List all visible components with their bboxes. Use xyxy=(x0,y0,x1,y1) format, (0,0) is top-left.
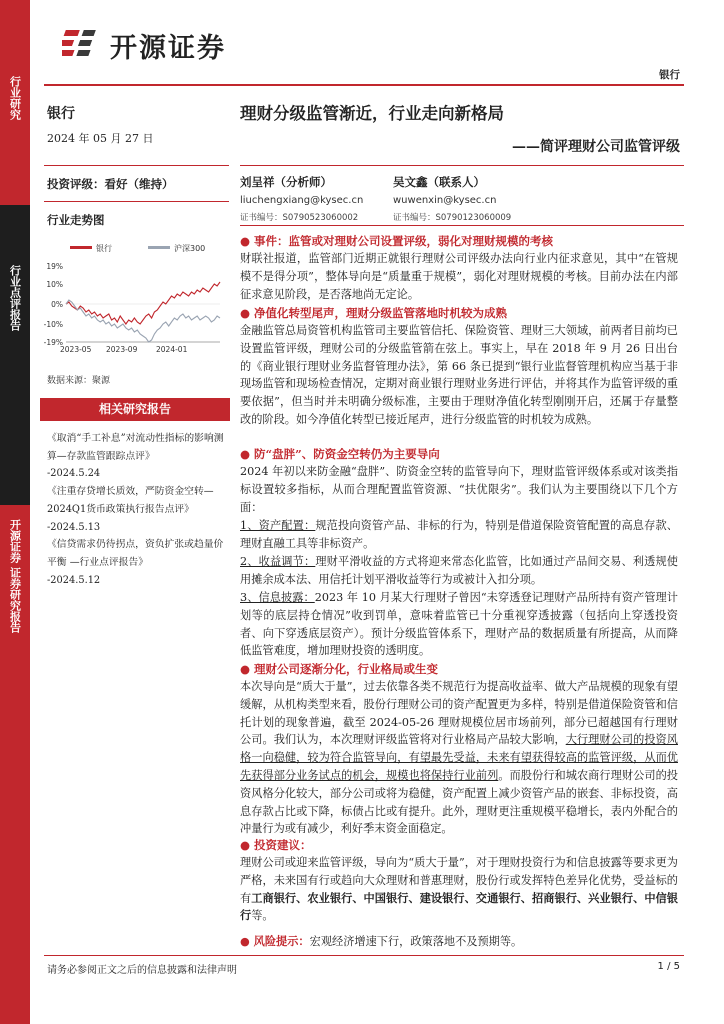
related-report-title: 《信贷需求仍待拐点，资负扩张或趋量价平衡 —行业点评报告》 xyxy=(47,539,224,568)
bullet-icon: ● xyxy=(240,234,251,248)
author-cert: 证书编号：S0790523060002 xyxy=(240,213,359,223)
y-tick-label: -19% xyxy=(44,338,63,347)
author-email[interactable]: liuchengxiang@kysec.cn xyxy=(240,195,364,206)
section-point xyxy=(240,517,678,553)
page-title: 理财分级监管渐近，行业走向新格局 xyxy=(240,104,504,123)
logo-wordmark: 开源证券 xyxy=(110,33,226,64)
section-heading: ● 净值化转型尾声，理财分级监管落地时机较为成熟 xyxy=(240,306,508,320)
side-tab-report-type xyxy=(0,205,30,505)
point-text: 规范投向资管产品、非标的行为，特别是借道保险资管配置的高息存款、理财直融工具等非标资产。 xyxy=(240,519,678,550)
related-report-date: -2024.5.13 xyxy=(47,521,101,533)
left-industry: 银行 xyxy=(47,106,75,122)
section-body: 本次导向是“质大于量”，过去依靠各类不规范行为提高收益率、做大产品规模的现象有望缓解，从机构类型来看，股份行理财公司的资产配置更为多样，特别是借道保险资管和信托计划的现象普遍，截至 2024-05-26 理财规模位居市场前列，部分已超越国有行理财公司。我们认为，本次理财评级监管将对行业格局产品较大影响，大行理财公司的投资风格一向稳健，较为符合监管导向，有望最先受益，未来有望获得较高的监管评级，从而优先获得部分业务试点的机会，规模也将保持行业前列。而股份行和城农商行理财公司的投资风格分化较大，部分公司或将为稳健，资产配置上减少资管产品的嵌套、非标投资，高息存款占比或下降，标债占比或有提升。此外，理财更注重规模平稳增长，表内外配合的冲量行为或有减少，利好季末资金面稳定。 xyxy=(240,680,678,836)
rating-label: 投资评级：看好（维持） xyxy=(47,177,174,191)
related-report-date: -2024.5.12 xyxy=(47,574,101,586)
section-point xyxy=(240,553,678,589)
side-tab-label: 行业点评报告 xyxy=(8,265,22,331)
bullet-icon: ● xyxy=(240,934,254,948)
section-body: 金融监管总局资管机构监管司主要监管信托、保险资管、理财三大领域，前两者目前均已设置监管评级，理财公司的分级监管箭在弦上。事实上，早在 2018 年 9 月 26 日出台的《商业银行理财业务监督管理办法》，第 66 条已提到“银行业监督管理机构应当基于非现场监管和现场检查情况，定期对商业银行理财业务进行评估，并将其作为监管评级的重要依据”，但当时并未明确分级标准，主要由于理财净值化转型刚刚开启，还属于存量整改的阶段。如今净值化转型已接近尾声，进行分级监管的时机较为成熟。 xyxy=(240,324,678,426)
left-date: 2024 年 05 月 27 日 xyxy=(47,132,154,145)
author-email[interactable]: wuwenxin@kysec.cn xyxy=(393,195,497,206)
header-rule xyxy=(44,84,684,86)
author-name: 刘呈祥（分析师） xyxy=(240,175,332,189)
page-subtitle: ——简评理财公司监管评级 xyxy=(512,139,680,155)
list-item[interactable] xyxy=(47,536,224,589)
point-text: 理财平滑收益的方式将迎来常态化监管，比如通过产品间交易、利透规使用摊余成本法、用信托计划平滑收益等行为或被计入扣分项。 xyxy=(240,555,678,586)
x-tick-label: 2023-05 xyxy=(60,345,92,354)
side-tab-label: 开源证券 证券研究报告 xyxy=(8,519,22,633)
section-body: 理财公司或迎来监管评级，导向为“质大于量”，对于理财投资行为和信息披露等要求更为严格，未来国有行或趋向大众理财和普惠理财，股份行或发挥特色差异化优势，受益标的有工商银行、农业银行、中国银行、建设银行、交通银行、招商银行、兴业银行、中信银行等。 xyxy=(240,856,678,923)
related-research-header xyxy=(40,398,230,421)
legend-swatch xyxy=(148,246,170,249)
related-research-title: 相关研究报告 xyxy=(98,402,171,416)
x-tick-label: 2024-01 xyxy=(156,345,188,354)
legend-swatch xyxy=(70,246,92,249)
risk-text: 宏观经济增速下行，政策落地不及预期等。 xyxy=(309,935,523,948)
point-label: 2、收益调节： xyxy=(240,555,316,568)
risk-label: 风险提示： xyxy=(253,934,310,948)
bullet-icon: ● xyxy=(240,447,251,461)
footer-disclaimer: 请务必参阅正文之后的信息披露和法律声明 xyxy=(47,965,237,976)
data-source: 数据来源：聚源 xyxy=(47,376,111,386)
header-industry-tag: 银行 xyxy=(659,69,680,81)
author-name: 吴文鑫（联系人） xyxy=(393,175,485,189)
section-heading: ● 投资建议： xyxy=(240,838,312,852)
section-heading: ● 防“盘胖”、防资金空转仍为主要导向 xyxy=(240,447,440,461)
legend-label: 银行 xyxy=(96,244,112,253)
risk-warning xyxy=(240,933,678,951)
y-tick-label: -10% xyxy=(44,320,63,329)
footer-rule xyxy=(44,955,684,956)
y-tick-label: 19% xyxy=(46,262,63,271)
series-line xyxy=(66,282,220,324)
title-divider xyxy=(240,165,684,166)
related-list xyxy=(47,430,224,589)
related-report-title: 《取消“手工补息”对流动性指标的影响测算—存款监管跟踪点评》 xyxy=(47,433,224,462)
author-cert: 证书编号：S0790123060009 xyxy=(393,213,512,223)
y-tick-label: 10% xyxy=(46,280,63,289)
side-tab-industry-research xyxy=(0,0,30,205)
trend-chart-svg xyxy=(44,238,229,358)
point-text: 2023 年 10 月某大行理财子曾因“未穿透登记理财产品所持有资产管理计划等的底层持仓情况”收到罚单，意味着监管已十分重视穿透披露（包括向上穿透投资者、向下穿透底层资产）。预计分级监管体系下，理财产品的数据质量有所提高，从而降低监管难度，增加理财投资的透明度。 xyxy=(240,591,678,658)
section-heading: ● 事件：监管或对理财公司设置评级，弱化对理财规模的考核 xyxy=(240,234,554,248)
x-tick-label: 2023-09 xyxy=(106,345,138,354)
author-divider xyxy=(240,225,684,226)
series-line xyxy=(66,300,220,342)
side-tab-brand xyxy=(0,505,30,1024)
section-body: 财联社报道，监管部门近期正就银行理财公司评级办法向行业内征求意见，其中“在管规模不是得分项”，整体导向是“质量重于规模”，弱化对理财规模的考核。目前办法在内部征求意见阶段，是否落地尚无定论。 xyxy=(240,252,678,301)
related-report-date: -2024.5.24 xyxy=(47,468,101,480)
bullet-icon: ● xyxy=(240,662,251,676)
y-tick-label: 0% xyxy=(51,300,63,309)
bullet-icon: ● xyxy=(240,838,251,852)
author-block xyxy=(240,174,390,223)
section-intro: 2024 年初以来防金融“盘胖”、防资金空转的监管导向下，理财监管评级体系或对该类指标设置较多指标，从而合理配置监管资源、“扶优限劣”。我们认为主要围绕以下几个方面： xyxy=(240,465,678,514)
underlined-text: 大行理财公司的投资风格一向稳健，较为符合监管导向，有望最先受益，未来有望获得较高的监管评级，从而优先获得部分业务试点的机会，规模也将保持行业前列 xyxy=(240,733,678,782)
bullet-icon: ● xyxy=(240,306,251,320)
point-label: 1、资产配置： xyxy=(240,519,316,532)
trend-chart xyxy=(44,238,229,358)
kysec-logo xyxy=(62,24,282,66)
side-tab-label: 行业研究 xyxy=(8,76,22,120)
author-block xyxy=(393,174,543,223)
left-divider xyxy=(44,201,229,202)
related-report-title: 《注重存贷增长质效，严防资金空转—2024Q1货币政策执行报告点评》 xyxy=(47,486,214,515)
point-label: 3、信息披露： xyxy=(240,591,315,604)
kysec-logo-icon xyxy=(62,24,104,64)
list-item[interactable] xyxy=(47,483,224,536)
left-divider xyxy=(44,165,229,166)
list-item[interactable] xyxy=(47,430,224,483)
bank-list: 工商银行、农业银行、中国银行、建设银行、交通银行、招商银行、兴业银行、中信银行 xyxy=(240,890,678,923)
legend-label: 沪深300 xyxy=(174,244,206,253)
section-point xyxy=(240,589,678,660)
page-number: 1 / 5 xyxy=(657,961,680,972)
section-heading: ● 理财公司逐渐分化，行业格局或生变 xyxy=(240,662,439,676)
trend-title: 行业走势图 xyxy=(47,213,105,227)
